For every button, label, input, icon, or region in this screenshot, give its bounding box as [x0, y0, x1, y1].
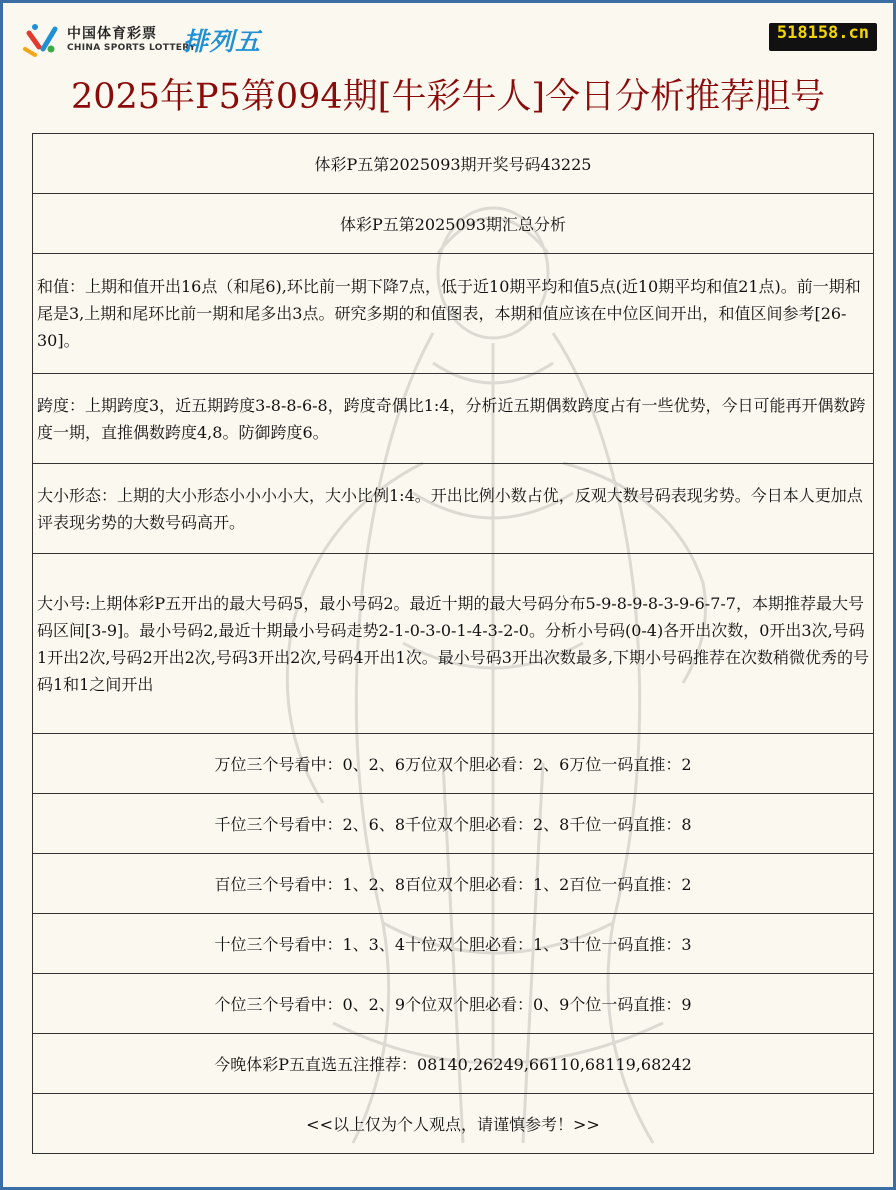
summary-heading-cell: 体彩P五第2025093期汇总分析 — [33, 194, 874, 254]
logo-chinese-text: 中国体育彩票 — [67, 26, 157, 42]
ten-thousands-pick-cell: 万位三个号看中：0、2、6万位双个胆必看：2、6万位一码直推：2 — [33, 734, 874, 794]
table-row — [33, 1094, 874, 1154]
tens-pick-cell: 十位三个号看中：1、3、4十位双个胆必看：1、3十位一码直推：3 — [33, 914, 874, 974]
analysis-table — [32, 133, 874, 1154]
table-row — [33, 374, 874, 464]
table-row — [33, 854, 874, 914]
logo-english-text: CHINA SPORTS LOTTERY — [67, 43, 196, 53]
draw-result-cell: 体彩P五第2025093期开奖号码43225 — [33, 134, 874, 194]
page-title: 2025年P5第094期[牛彩牛人]今日分析推荐胆号 — [70, 77, 825, 117]
table-row — [33, 464, 874, 554]
size-number-cell: 大小号:上期体彩P五开出的最大号码5，最小号码2。最近十期的最大号码分布5-9-8-9-8-3-9-6-7-7，本期推荐最大号码区间[3-9]。最小号码2,最近十期最小号码走势2-1-0-3-0-1-4-3-2-0。分析小号码(0-4)各开出次数，0开出3次,号码1开出2次,号码2开出2次,号码3开出2次,号码4开出1次。最小号码3开出次数最多,下期小号码推荐在次数稍微优秀的号码1和1之间开出 — [33, 554, 874, 734]
units-pick-cell: 个位三个号看中：0、2、9个位双个胆必看：0、9个位一码直推：9 — [33, 974, 874, 1034]
table-row — [33, 194, 874, 254]
china-sports-lottery-logo — [21, 19, 291, 59]
direct-picks-cell: 今晚体彩P五直选五注推荐：08140,26249,66110,68119,68242 — [33, 1034, 874, 1094]
table-row — [33, 914, 874, 974]
table-row — [33, 554, 874, 734]
site-badge: 518158.cn — [769, 23, 877, 51]
table-row — [33, 254, 874, 374]
thousands-pick-cell: 千位三个号看中：2、6、8千位双个胆必看：2、8千位一码直推：8 — [33, 794, 874, 854]
disclaimer-cell: <<以上仅为个人观点，请谨慎参考！>> — [33, 1094, 874, 1154]
table-row — [33, 734, 874, 794]
table-row — [33, 134, 874, 194]
table-row — [33, 794, 874, 854]
table-row — [33, 974, 874, 1034]
logo-game-name: 排列五 — [183, 27, 262, 56]
table-row — [33, 1034, 874, 1094]
sum-analysis-cell: 和值：上期和值开出16点（和尾6),环比前一期下降7点，低于近10期平均和值5点(近10期平均和值21点)。前一期和尾是3,上期和尾环比前一期和尾多出3点。研究多期的和值图表，本期和值应该在中位区间开出，和值区间参考[26-30]。 — [33, 254, 874, 374]
span-analysis-cell: 跨度：上期跨度3，近五期跨度3-8-8-6-8，跨度奇偶比1:4，分析近五期偶数跨度占有一些优势，今日可能再开偶数跨度一期，直推偶数跨度4,8。防御跨度6。 — [33, 374, 874, 464]
hundreds-pick-cell: 百位三个号看中：1、2、8百位双个胆必看：1、2百位一码直推：2 — [33, 854, 874, 914]
size-pattern-cell: 大小形态：上期的大小形态小小小小大，大小比例1:4。开出比例小数占优，反观大数号码表现劣势。今日本人更加点评表现劣势的大数号码高开。 — [33, 464, 874, 554]
lottery-logo-icon — [21, 19, 61, 59]
header — [3, 3, 893, 133]
